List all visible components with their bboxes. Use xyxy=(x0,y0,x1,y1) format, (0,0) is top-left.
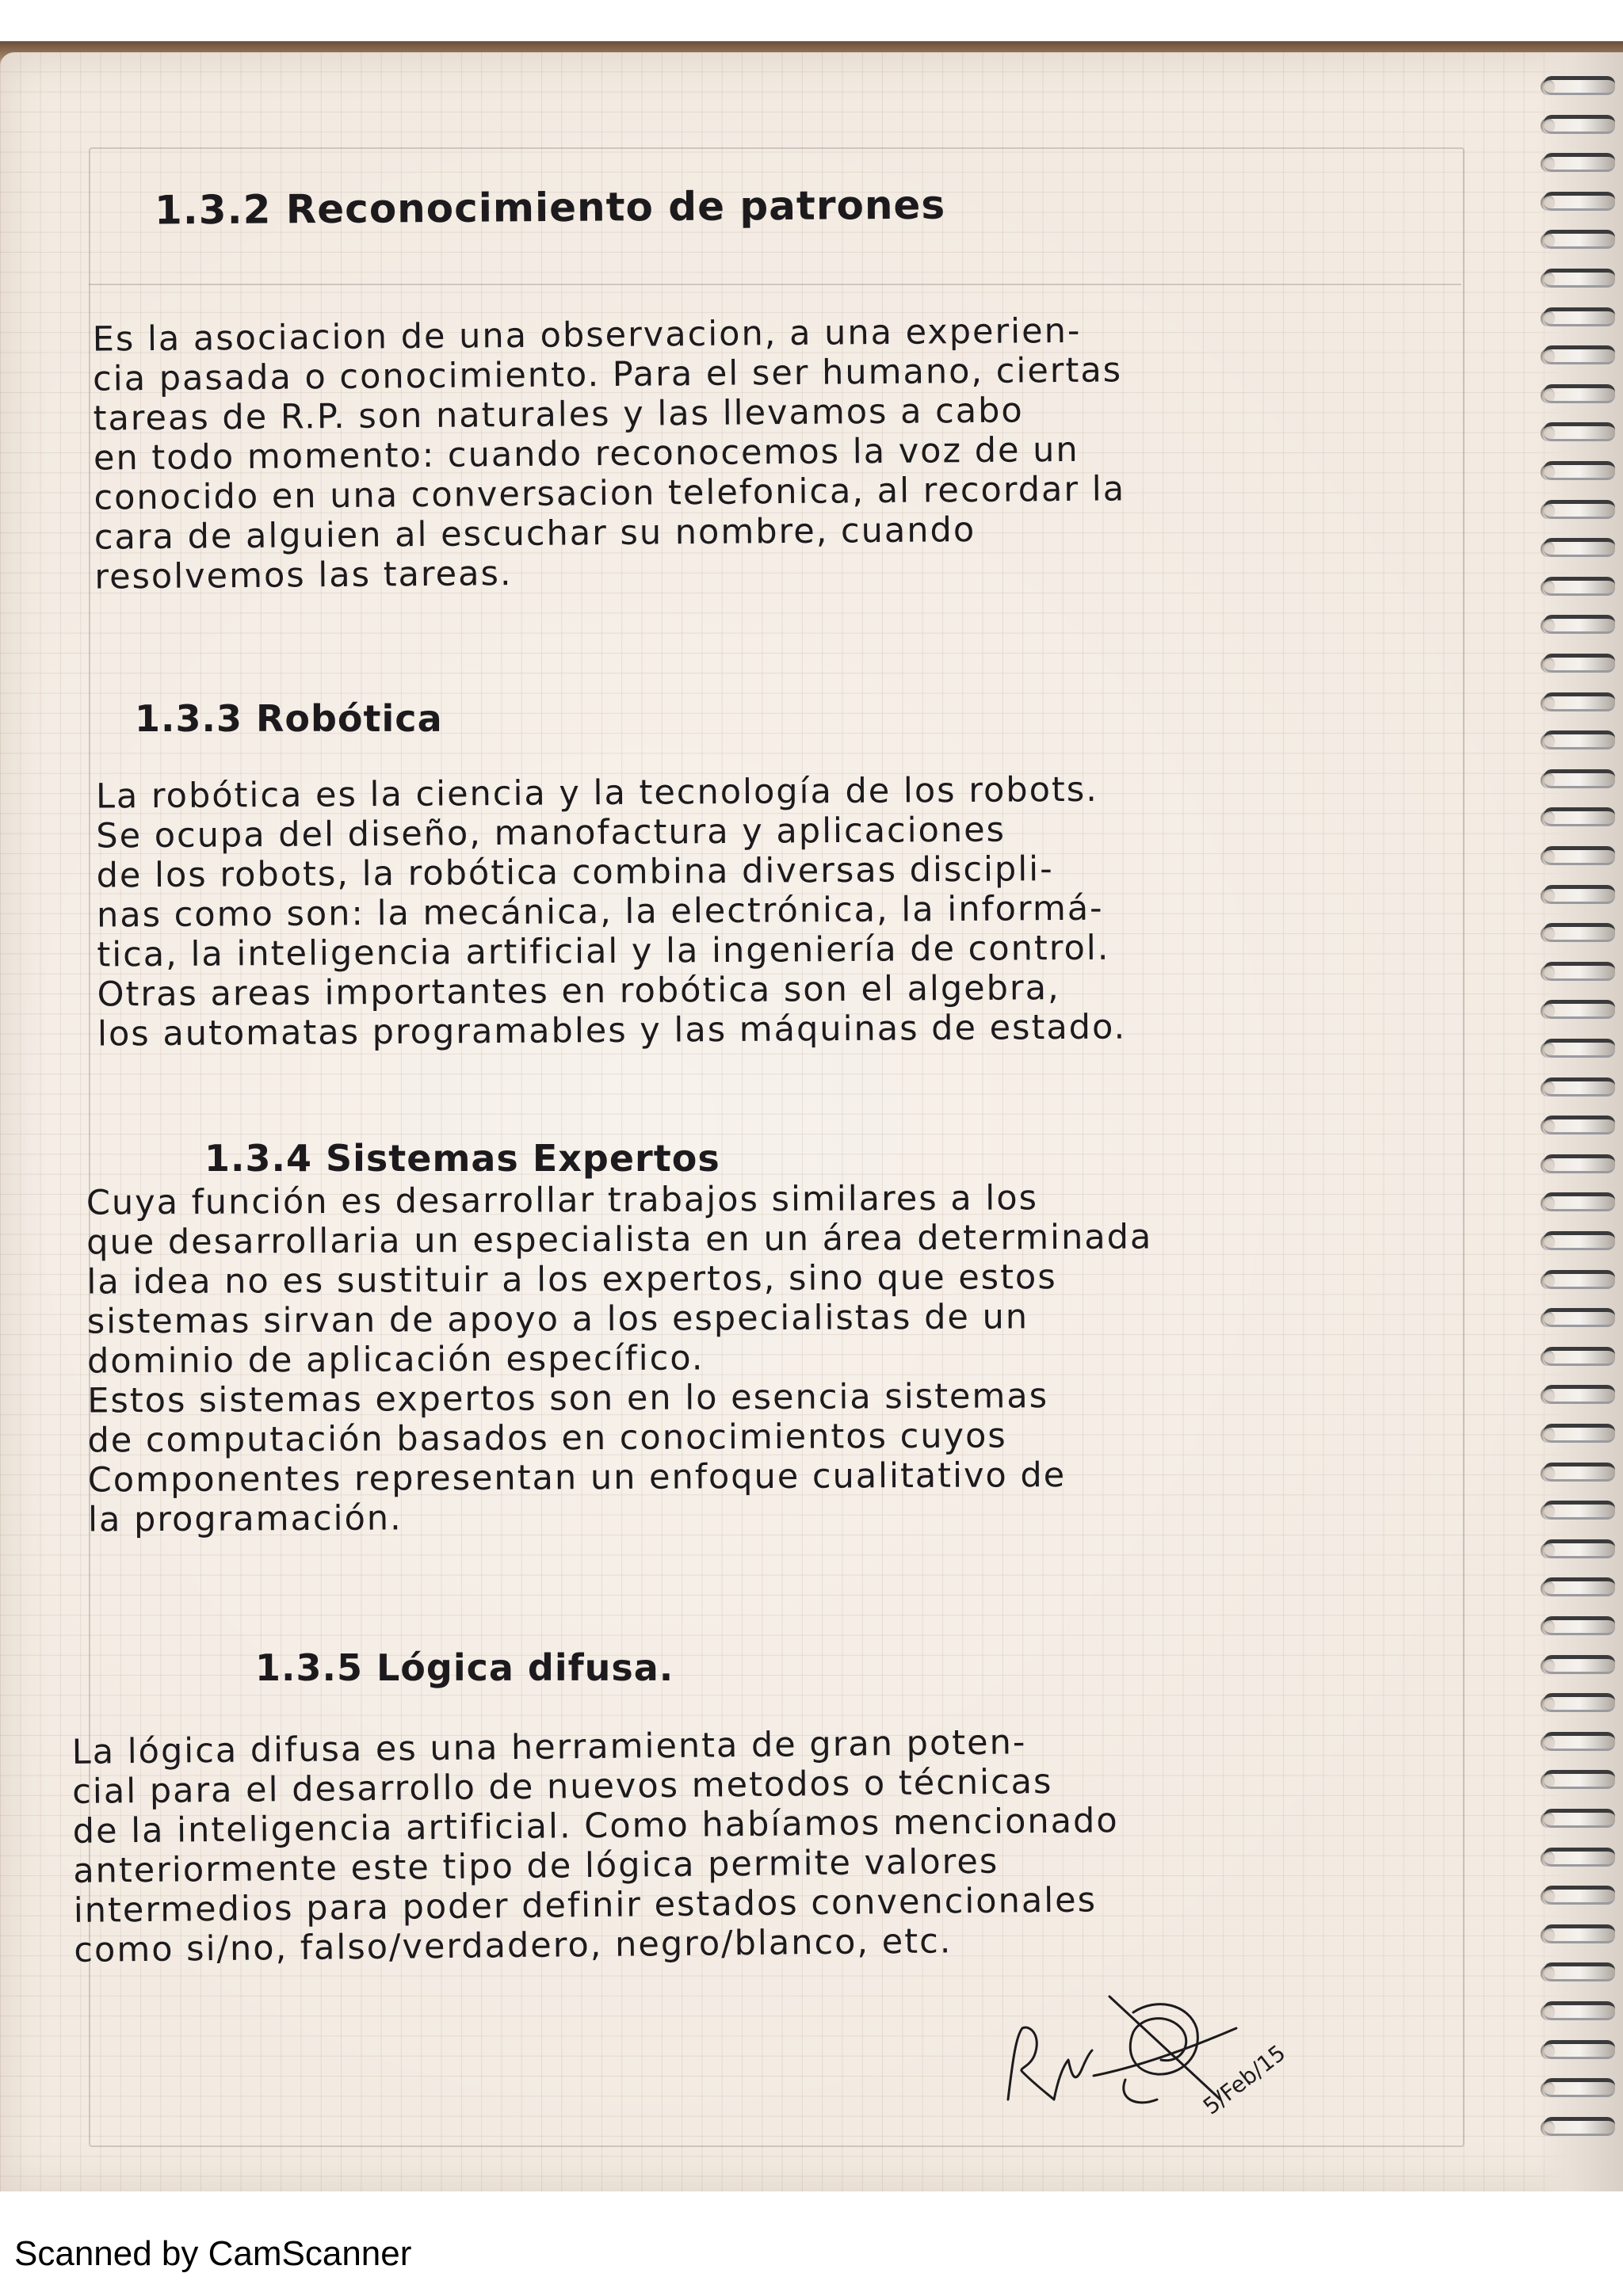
section-logica-body xyxy=(71,1722,1120,1970)
spiral-coil xyxy=(1544,1308,1615,1327)
spiral-coil xyxy=(1544,422,1615,441)
text-line: anteriormente este tipo de lógica permite valores xyxy=(73,1841,999,1891)
text-line: de la inteligencia artificial. Como habíamos mencionado xyxy=(72,1801,1119,1852)
spiral-coil xyxy=(1544,384,1615,403)
spiral-coil xyxy=(1544,1924,1615,1943)
spiral-coil xyxy=(1544,2117,1615,2136)
spiral-coil xyxy=(1544,1154,1615,1173)
spiral-coil xyxy=(1544,1501,1615,1520)
text-line: La robótica es la ciencia y la tecnología de los robots. xyxy=(95,769,1099,817)
text-line: como si/no, falso/verdadero, negro/blanco, etc. xyxy=(74,1921,953,1970)
spiral-coil xyxy=(1544,769,1615,788)
spiral-coil xyxy=(1544,1116,1615,1135)
spiral-coil xyxy=(1544,461,1615,480)
text-line: sistemas sirvan de apoyo a los especialistas de un xyxy=(86,1297,1029,1342)
spiral-coil xyxy=(1544,1886,1615,1905)
text-line: la programación. xyxy=(87,1498,403,1540)
text-line: de los robots, la robótica combina diversas discipli- xyxy=(96,849,1054,896)
spiral-coil xyxy=(1544,345,1615,364)
spiral-coil xyxy=(1544,76,1615,95)
spiral-coil xyxy=(1544,192,1615,211)
section-sistemas-heading: 1.3.4 Sistemas Expertos xyxy=(204,1137,720,1180)
text-line: Otras areas importantes en robótica son el algebra, xyxy=(97,968,1060,1015)
spiral-coil xyxy=(1544,654,1615,673)
text-line: Es la asociacion de una observacion, a una experien- xyxy=(92,311,1082,360)
handwritten-signature xyxy=(999,1981,1316,2139)
text-line: Estos sistemas expertos son en lo esencia sistemas xyxy=(87,1376,1049,1421)
spiral-coil xyxy=(1544,1616,1615,1635)
spiral-coil xyxy=(1544,1077,1615,1097)
spiral-coil xyxy=(1544,1000,1615,1019)
spiral-coil xyxy=(1544,846,1615,865)
spiral-coil xyxy=(1544,230,1615,249)
section-reconocimiento-body xyxy=(92,311,1126,597)
spiral-coil xyxy=(1544,1693,1615,1712)
spiral-coil xyxy=(1544,807,1615,826)
spiral-coil xyxy=(1544,1424,1615,1443)
spiral-coil xyxy=(1544,1848,1615,1867)
text-line: Se ocupa del diseño, manofactura y aplicaciones xyxy=(96,810,1006,856)
text-line: nas como son: la mecánica, la electrónica, la informá- xyxy=(96,888,1104,936)
section-robotica-body xyxy=(96,769,1127,1054)
spiral-coil xyxy=(1544,1770,1615,1789)
page-title: 1.3.2 Reconocimiento de patrones xyxy=(154,181,946,234)
text-line: Cuya función es desarrollar trabajos similares a los xyxy=(86,1178,1039,1223)
spiral-coil xyxy=(1544,1539,1615,1558)
text-line: tareas de R.P. son naturales y las llevamos a cabo xyxy=(93,391,1024,439)
spiral-coil xyxy=(1544,1347,1615,1366)
spiral-coil xyxy=(1544,1655,1615,1674)
signature-date: 5/Feb/15 xyxy=(1197,2039,1291,2120)
spiral-coil xyxy=(1544,1809,1615,1828)
text-line: intermedios para poder definir estados convencionales xyxy=(73,1880,1098,1931)
spiral-coil xyxy=(1544,2001,1615,2020)
spiral-coil xyxy=(1544,923,1615,942)
spiral-coil xyxy=(1544,1270,1615,1289)
spiral-coil xyxy=(1544,153,1615,172)
spiral-coil xyxy=(1544,730,1615,749)
scanner-watermark: Scanned by CamScanner xyxy=(14,2234,412,2273)
spiral-coil xyxy=(1544,615,1615,634)
spiral-coil xyxy=(1544,1732,1615,1751)
text-line: en todo momento: cuando reconocemos la voz de un xyxy=(93,429,1079,479)
spiral-coil xyxy=(1544,500,1615,519)
spiral-coil xyxy=(1544,1231,1615,1250)
spiral-coil xyxy=(1544,1385,1615,1404)
text-line: la idea no es sustituir a los expertos, sino que estos xyxy=(86,1257,1057,1302)
spiral-coil xyxy=(1544,269,1615,288)
spiral-coil xyxy=(1544,2078,1615,2097)
text-line: Componentes representan un enfoque cualitativo de xyxy=(87,1455,1067,1501)
signature-area xyxy=(999,1981,1316,2139)
text-line: cara de alguien al escuchar su nombre, cuando xyxy=(94,509,976,558)
spiral-coil xyxy=(1544,1577,1615,1596)
spiral-coil xyxy=(1544,538,1615,557)
text-line: que desarrollaria un especialista en un área determinada xyxy=(86,1217,1153,1263)
text-line: conocido en una conversacion telefonica, al recordar la xyxy=(94,469,1126,518)
text-line: los automatas programables y las máquinas de estado. xyxy=(97,1007,1127,1055)
spiral-binding xyxy=(1536,52,1623,2191)
spiral-coil xyxy=(1544,1962,1615,1981)
spiral-coil xyxy=(1544,692,1615,711)
section-logica-heading: 1.3.5 Lógica difusa. xyxy=(255,1646,674,1689)
text-line: cia pasada o conocimiento. Para el ser humano, ciertas xyxy=(92,350,1123,399)
text-line: La lógica difusa es una herramienta de gran poten- xyxy=(71,1722,1027,1772)
section-robotica-heading: 1.3.3 Robótica xyxy=(135,697,443,740)
spiral-coil xyxy=(1544,1192,1615,1211)
spiral-coil xyxy=(1544,2040,1615,2059)
text-line: resolvemos las tareas. xyxy=(94,554,513,597)
spiral-coil xyxy=(1544,577,1615,596)
spiral-coil xyxy=(1544,307,1615,326)
section-sistemas-body xyxy=(86,1177,1154,1539)
text-line: dominio de aplicación específico. xyxy=(86,1338,705,1382)
spiral-coil xyxy=(1544,885,1615,904)
spiral-coil xyxy=(1544,1039,1615,1058)
spiral-coil xyxy=(1544,115,1615,134)
text-line: de computación basados en conocimientos cuyos xyxy=(87,1416,1007,1461)
text-line: cial para el desarrollo de nuevos metodos o técnicas xyxy=(71,1761,1053,1812)
text-line: tica, la inteligencia artificial y la ingeniería de control. xyxy=(97,928,1110,975)
spiral-coil xyxy=(1544,962,1615,981)
spiral-coil xyxy=(1544,1463,1615,1482)
